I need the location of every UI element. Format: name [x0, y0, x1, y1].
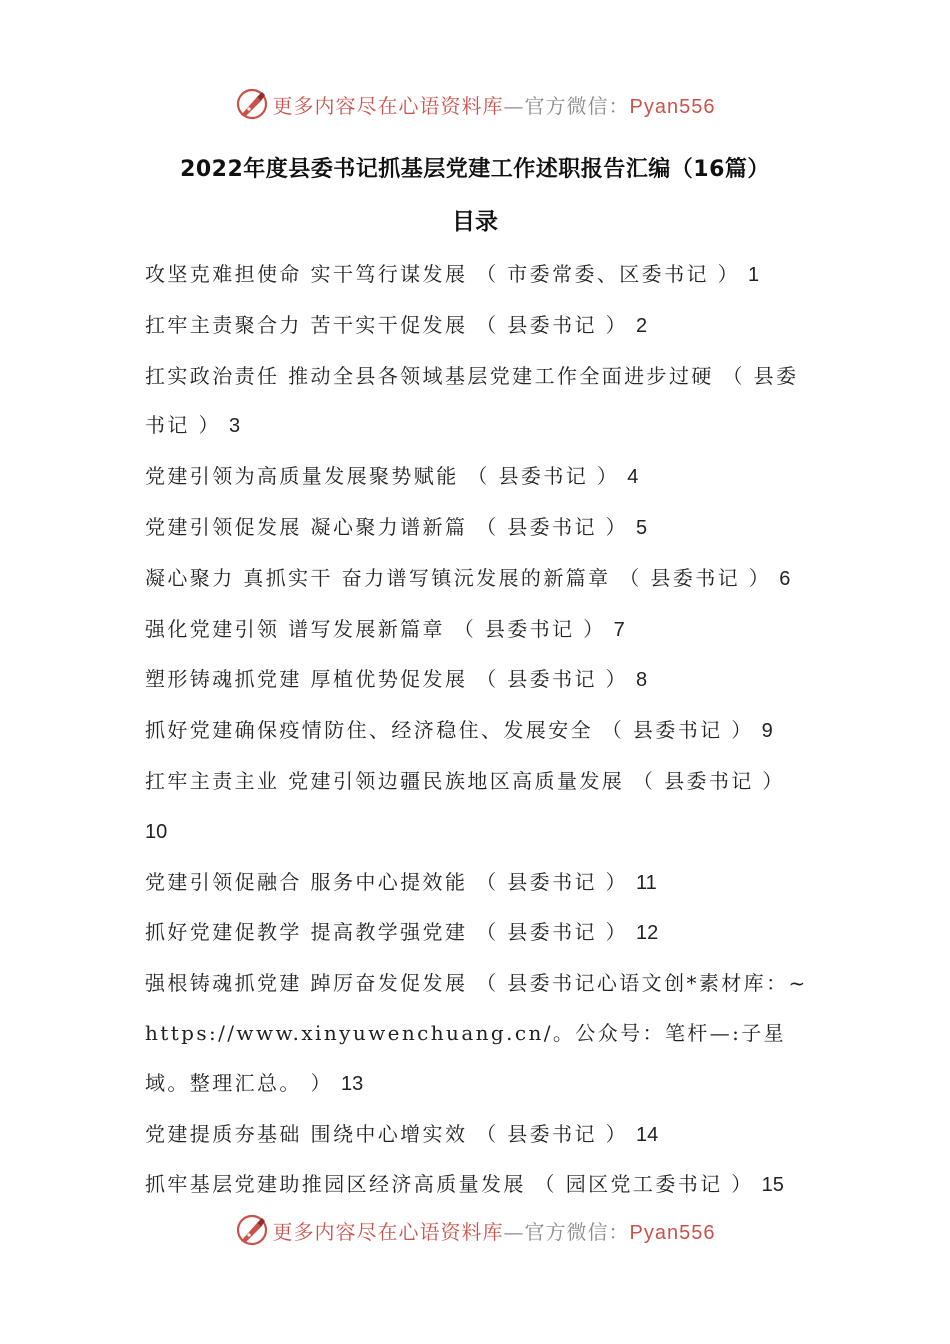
- toc-entry[interactable]: [145, 757, 810, 858]
- toc-entry-title: 抓好党建确保疫情防住、经济稳住、发展安全 （ 县委书记 ）: [145, 718, 754, 743]
- banner-main: 更多内容尽在心语资料库: [272, 1219, 504, 1244]
- toc-entry-title: 扛牢主责聚合力 苦干实干促发展 （ 县委书记 ）: [145, 312, 629, 337]
- toc-entry[interactable]: [145, 959, 810, 1109]
- table-of-contents: [145, 250, 810, 1211]
- banner-dash: —: [503, 1219, 525, 1244]
- banner-id: Pyan556: [629, 1221, 716, 1244]
- toc-page-number: 5: [636, 516, 648, 539]
- toc-page-number: 3: [228, 415, 241, 438]
- banner-text: [273, 90, 716, 119]
- toc-entry-title: 凝心聚力 真抓实干 奋力谱写镇沅发展的新篇章 （ 县委书记 ）: [145, 565, 772, 590]
- pen-nib-logo-icon: [235, 1213, 269, 1247]
- toc-page-number: 14: [636, 1123, 659, 1146]
- banner-id: Pyan556: [629, 95, 716, 118]
- toc-entry-title: 党建引领促发展 凝心聚力谱新篇 （ 县委书记 ）: [145, 514, 629, 539]
- document-title: 2022年度县委书记抓基层党建工作述职报告汇编（16篇）: [180, 157, 770, 182]
- toc-entry-title: 抓好党建促教学 提高教学强党建 （ 县委书记 ）: [145, 920, 629, 945]
- toc-page-number: 7: [613, 618, 625, 641]
- toc-page-number: 12: [636, 922, 659, 945]
- toc-entry[interactable]: [145, 301, 810, 352]
- toc-entry-title: 攻坚克难担使命 实干笃行谋发展 （ 市委常委、区委书记 ）: [145, 262, 741, 286]
- toc-page-number: 4: [627, 466, 639, 489]
- toc-entry-title: 扛实政治责任 推动全县各领域基层党建工作全面进步过硬 （ 县委书记 ）: [145, 363, 799, 438]
- toc-entry[interactable]: [145, 452, 810, 503]
- toc-entry-title: 强根铸魂抓党建 踔厉奋发促发展 （ 县委书记心语文创*素材库：~https://www.xinyuwenchuang.cn/。公众号：笔杆—:子星域。整理汇总。 ）: [145, 971, 808, 1095]
- banner-tail: 官方微信：: [524, 93, 630, 118]
- banner-text: [273, 1216, 716, 1245]
- toc-entry[interactable]: [145, 250, 810, 301]
- pen-nib-logo-icon: [235, 87, 269, 121]
- toc-entry-title: 抓牢基层党建助推园区经济高质量发展 （ 园区党工委书记 ）: [145, 1172, 754, 1197]
- toc-entry[interactable]: [145, 1160, 810, 1211]
- toc-heading: 目录: [452, 209, 498, 235]
- toc-page-number: 13: [340, 1072, 364, 1095]
- toc-entry[interactable]: [145, 352, 810, 453]
- toc-entry[interactable]: [145, 908, 810, 959]
- toc-entry-title: 强化党建引领 谱写发展新篇章 （ 县委书记 ）: [145, 616, 606, 641]
- toc-page-number: 1: [748, 264, 760, 286]
- toc-page-number: 6: [779, 567, 791, 590]
- toc-page-number: 8: [636, 669, 648, 692]
- banner-tail: 官方微信：: [524, 1219, 630, 1244]
- toc-entry-title: 党建引领为高质量发展聚势赋能 （ 县委书记 ）: [145, 464, 620, 489]
- toc-entry[interactable]: [145, 503, 810, 554]
- toc-entry-title: 党建引领促融合 服务中心提效能 （ 县委书记 ）: [145, 869, 629, 894]
- toc-entry[interactable]: [145, 858, 810, 909]
- toc-page-number: 2: [636, 314, 648, 337]
- banner-dash: —: [503, 93, 525, 118]
- toc-entry-title: 塑形铸魂抓党建 厚植优势促发展 （ 县委书记 ）: [145, 667, 629, 692]
- header-banner: [0, 84, 950, 124]
- toc-entry[interactable]: [145, 554, 810, 605]
- footer-banner: [0, 1210, 950, 1250]
- toc-page-number: 11: [636, 871, 657, 894]
- toc-entry-title: 党建提质夯基础 围绕中心增实效 （ 县委书记 ）: [145, 1121, 629, 1146]
- toc-page-number: 15: [761, 1174, 784, 1197]
- toc-entry[interactable]: [145, 605, 810, 656]
- toc-entry[interactable]: [145, 1110, 810, 1161]
- banner-main: 更多内容尽在心语资料库: [272, 93, 504, 118]
- toc-entry-title: 扛牢主责主业 党建引领边疆民族地区高质量发展 （ 县委书记 ）: [145, 768, 785, 793]
- toc-entry[interactable]: [145, 655, 810, 706]
- toc-entry[interactable]: [145, 706, 810, 757]
- toc-page-number: 9: [761, 720, 773, 743]
- toc-page-number: 10: [145, 820, 168, 843]
